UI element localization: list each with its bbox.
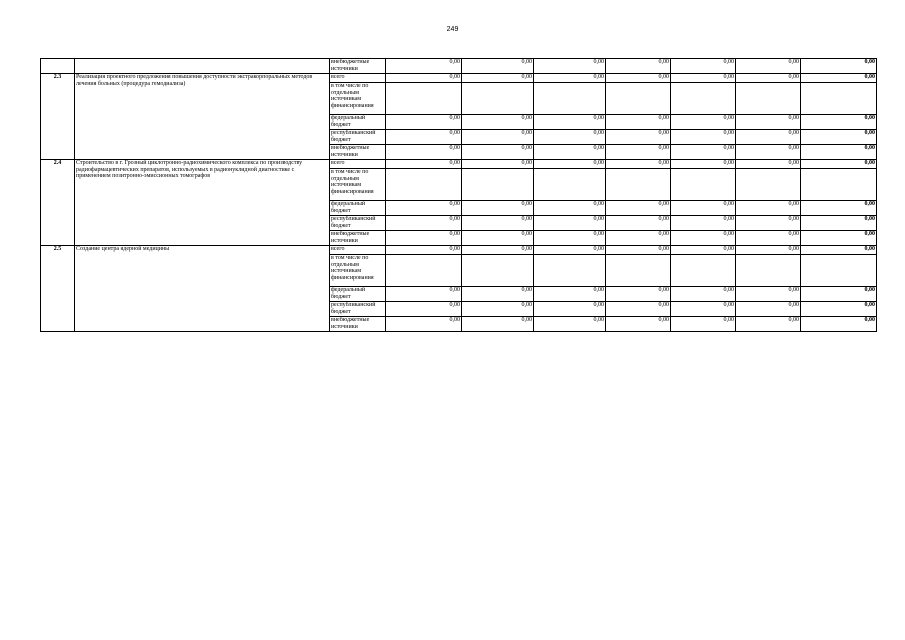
value-cell: 0,00 <box>534 287 606 302</box>
value-cell: 0,00 <box>671 302 736 317</box>
value-cell <box>671 169 736 201</box>
source-cell: всего <box>330 160 386 169</box>
source-cell: в том числе по отдельным источникам финансирования <box>330 255 386 287</box>
value-cell: 0,00 <box>386 317 462 332</box>
source-cell: федеральный бюджет <box>330 115 386 130</box>
value-cell: 0,00 <box>462 317 534 332</box>
value-cell: 0,00 <box>801 231 877 246</box>
value-cell: 0,00 <box>534 59 606 74</box>
number-cell <box>41 59 75 74</box>
value-cell: 0,00 <box>671 145 736 160</box>
value-cell: 0,00 <box>801 130 877 145</box>
item-name: Реализация проектного предложения повышения доступности экстракорпоральных методов лечения больных (процедура гемодиализа) <box>75 74 330 160</box>
value-cell: 0,00 <box>462 231 534 246</box>
value-cell: 0,00 <box>606 201 671 216</box>
value-cell: 0,00 <box>462 287 534 302</box>
value-cell: 0,00 <box>462 130 534 145</box>
source-cell: внебюджетные источники <box>330 59 386 74</box>
value-cell: 0,00 <box>736 160 801 169</box>
value-cell: 0,00 <box>801 302 877 317</box>
value-cell: 0,00 <box>462 302 534 317</box>
value-cell <box>534 255 606 287</box>
value-cell: 0,00 <box>671 160 736 169</box>
value-cell: 0,00 <box>386 216 462 231</box>
value-cell <box>606 169 671 201</box>
value-cell: 0,00 <box>606 216 671 231</box>
value-cell: 0,00 <box>386 246 462 255</box>
value-cell: 0,00 <box>801 59 877 74</box>
value-cell <box>386 83 462 115</box>
value-cell: 0,00 <box>606 130 671 145</box>
value-cell: 0,00 <box>736 287 801 302</box>
value-cell: 0,00 <box>462 246 534 255</box>
value-cell: 0,00 <box>736 216 801 231</box>
value-cell: 0,00 <box>736 145 801 160</box>
item-number: 2.5 <box>41 246 75 332</box>
value-cell: 0,00 <box>534 302 606 317</box>
value-cell <box>736 169 801 201</box>
source-cell: всего <box>330 74 386 83</box>
value-cell: 0,00 <box>671 59 736 74</box>
value-cell: 0,00 <box>534 115 606 130</box>
value-cell: 0,00 <box>534 130 606 145</box>
value-cell <box>801 169 877 201</box>
source-cell: всего <box>330 246 386 255</box>
source-cell: в том числе по отдельным источникам финансирования <box>330 83 386 115</box>
value-cell: 0,00 <box>462 201 534 216</box>
value-cell <box>462 83 534 115</box>
value-cell <box>801 83 877 115</box>
value-cell: 0,00 <box>606 115 671 130</box>
value-cell: 0,00 <box>534 231 606 246</box>
value-cell: 0,00 <box>386 74 462 83</box>
source-cell: в том числе по отдельным источникам финансирования <box>330 169 386 201</box>
value-cell: 0,00 <box>801 317 877 332</box>
value-cell: 0,00 <box>386 231 462 246</box>
value-cell: 0,00 <box>736 317 801 332</box>
value-cell: 0,00 <box>606 287 671 302</box>
value-cell: 0,00 <box>606 317 671 332</box>
financing-table <box>40 58 877 332</box>
value-cell: 0,00 <box>386 302 462 317</box>
value-cell <box>671 83 736 115</box>
value-cell: 0,00 <box>606 145 671 160</box>
value-cell: 0,00 <box>606 231 671 246</box>
source-cell: республиканский бюджет <box>330 130 386 145</box>
value-cell <box>736 83 801 115</box>
value-cell: 0,00 <box>386 59 462 74</box>
source-cell: федеральный бюджет <box>330 287 386 302</box>
value-cell: 0,00 <box>534 145 606 160</box>
value-cell: 0,00 <box>671 317 736 332</box>
value-cell <box>462 255 534 287</box>
value-cell: 0,00 <box>534 216 606 231</box>
value-cell: 0,00 <box>462 115 534 130</box>
value-cell <box>606 255 671 287</box>
value-cell: 0,00 <box>386 130 462 145</box>
source-cell: республиканский бюджет <box>330 302 386 317</box>
value-cell: 0,00 <box>386 145 462 160</box>
value-cell: 0,00 <box>801 216 877 231</box>
value-cell: 0,00 <box>736 115 801 130</box>
table-row <box>41 246 877 255</box>
table-row <box>41 59 877 74</box>
value-cell: 0,00 <box>606 74 671 83</box>
value-cell <box>736 255 801 287</box>
value-cell: 0,00 <box>801 115 877 130</box>
value-cell <box>534 169 606 201</box>
value-cell: 0,00 <box>801 246 877 255</box>
value-cell: 0,00 <box>462 59 534 74</box>
value-cell: 0,00 <box>671 216 736 231</box>
value-cell <box>386 169 462 201</box>
value-cell: 0,00 <box>801 160 877 169</box>
value-cell: 0,00 <box>736 130 801 145</box>
value-cell: 0,00 <box>386 160 462 169</box>
source-cell: внебюджетные источники <box>330 231 386 246</box>
value-cell: 0,00 <box>736 231 801 246</box>
value-cell: 0,00 <box>534 246 606 255</box>
value-cell: 0,00 <box>606 160 671 169</box>
value-cell: 0,00 <box>386 287 462 302</box>
value-cell <box>671 255 736 287</box>
source-cell: республиканский бюджет <box>330 216 386 231</box>
value-cell: 0,00 <box>801 287 877 302</box>
value-cell: 0,00 <box>386 115 462 130</box>
value-cell: 0,00 <box>671 74 736 83</box>
item-number: 2.3 <box>41 74 75 160</box>
item-name: Строительство в г. Грозный циклотронно-радиохимического комплекса по производству радиофармацевтических препаратов, используемых в радионуклидной диагностике с применением позитронно-эмиссионных томографов <box>75 160 330 246</box>
value-cell: 0,00 <box>736 201 801 216</box>
value-cell: 0,00 <box>606 246 671 255</box>
value-cell: 0,00 <box>801 201 877 216</box>
source-cell: федеральный бюджет <box>330 201 386 216</box>
value-cell <box>462 169 534 201</box>
item-number: 2.4 <box>41 160 75 246</box>
value-cell: 0,00 <box>386 201 462 216</box>
value-cell: 0,00 <box>534 201 606 216</box>
value-cell: 0,00 <box>671 231 736 246</box>
value-cell: 0,00 <box>534 317 606 332</box>
table-row <box>41 74 877 83</box>
name-cell <box>75 59 330 74</box>
value-cell: 0,00 <box>462 216 534 231</box>
value-cell: 0,00 <box>534 74 606 83</box>
value-cell <box>386 255 462 287</box>
value-cell <box>534 83 606 115</box>
value-cell: 0,00 <box>736 74 801 83</box>
item-name: Создание центра ядерной медицины <box>75 246 330 332</box>
value-cell: 0,00 <box>671 287 736 302</box>
value-cell: 0,00 <box>462 160 534 169</box>
table-row <box>41 160 877 169</box>
value-cell: 0,00 <box>462 74 534 83</box>
value-cell: 0,00 <box>606 59 671 74</box>
value-cell: 0,00 <box>462 145 534 160</box>
value-cell: 0,00 <box>736 302 801 317</box>
source-cell: внебюджетные источники <box>330 145 386 160</box>
value-cell: 0,00 <box>736 246 801 255</box>
value-cell <box>606 83 671 115</box>
value-cell <box>801 255 877 287</box>
value-cell: 0,00 <box>801 145 877 160</box>
page-number: 249 <box>446 26 459 33</box>
value-cell: 0,00 <box>671 246 736 255</box>
value-cell: 0,00 <box>606 302 671 317</box>
value-cell: 0,00 <box>736 59 801 74</box>
source-cell: внебюджетные источники <box>330 317 386 332</box>
value-cell: 0,00 <box>801 74 877 83</box>
value-cell: 0,00 <box>671 201 736 216</box>
value-cell: 0,00 <box>534 160 606 169</box>
value-cell: 0,00 <box>671 115 736 130</box>
value-cell: 0,00 <box>671 130 736 145</box>
